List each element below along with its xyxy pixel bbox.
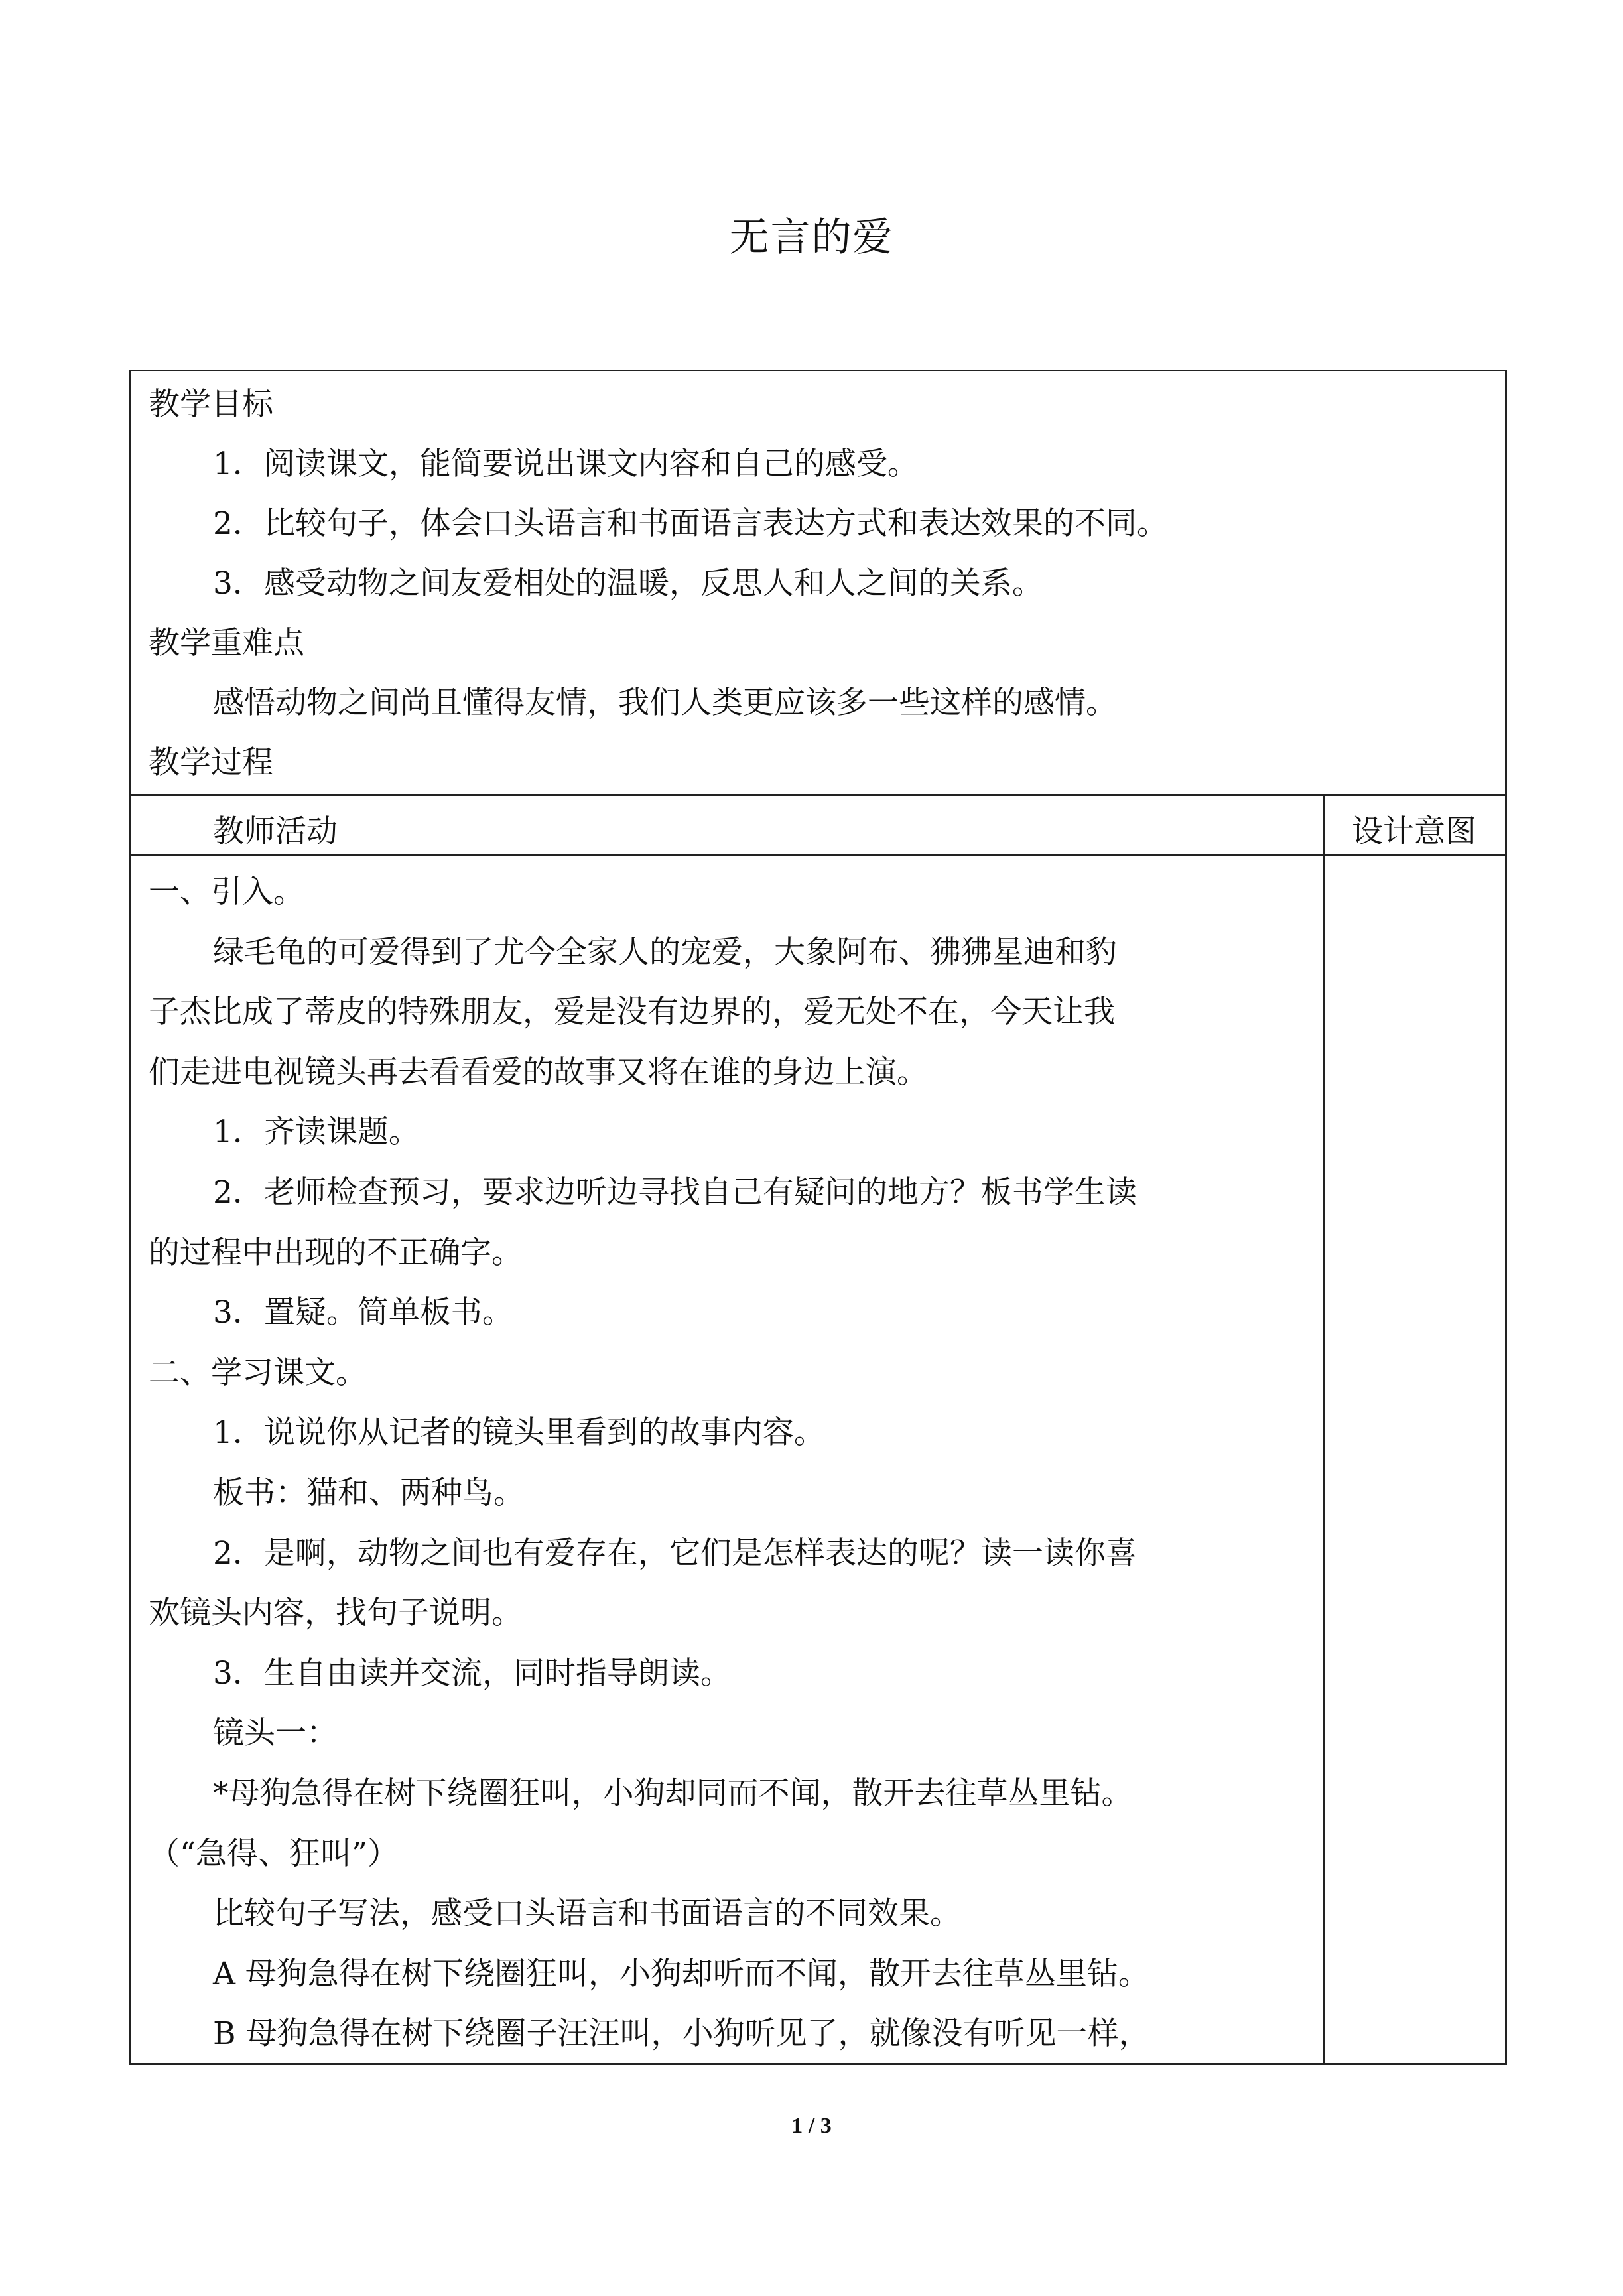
content-line: 一、引入。 (149, 874, 304, 910)
content-line: 3．置疑。简单板书。 (213, 1294, 513, 1331)
content-line: *母狗急得在树下绕圈狂叫，小狗却同而不闻，散开去往草丛里钻。 (213, 1775, 1133, 1812)
objectives-cell (129, 370, 1507, 796)
objective-item: 2．比较句子，体会口头语言和书面语言表达方式和表达效果的不同。 (213, 506, 1168, 542)
column-divider (1323, 856, 1325, 2063)
page-number: 1 / 3 (791, 2114, 832, 2138)
objectives-heading: 教学目标 (149, 386, 273, 423)
document-title: 无言的爱 (729, 214, 894, 261)
difficulty-text: 感悟动物之间尚且懂得友情，我们人类更应该多一些这样的感情。 (213, 685, 1117, 721)
objective-item: 3．感受动物之间友爱相处的温暖，反思人和人之间的关系。 (213, 565, 1043, 602)
teacher-activity-header: 教师活动 (213, 813, 338, 850)
content-line: A 母狗急得在树下绕圈狂叫，小狗却听而不闻，散开去往草丛里钻。 (213, 1955, 1149, 1992)
content-line: 绿毛龟的可爱得到了尤今全家人的宠爱，大象阿布、狒狒星迪和豹 (213, 933, 1117, 971)
content-line: 3．生自由读并交流，同时指导朗读。 (213, 1654, 732, 1692)
content-line: 板书：猫和、两种鸟。 (213, 1475, 525, 1511)
content-line: 2．是啊，动物之间也有爱存在，它们是怎样表达的呢？读一读你喜 (213, 1534, 1137, 1572)
content-line: 们走进电视镜头再去看看爱的故事又将在谁的身边上演。 (149, 1053, 928, 1091)
content-line: 1．说说你从记者的镜头里看到的故事内容。 (213, 1414, 825, 1452)
table-header-row (129, 794, 1507, 856)
content-line: 的过程中出现的不正确字。 (149, 1234, 523, 1271)
content-line: （“急得、狂叫”） (149, 1835, 399, 1872)
content-line: 比较句子写法，感受口头语言和书面语言的不同效果。 (213, 1895, 961, 1932)
content-line: 二、学习课文。 (149, 1354, 367, 1391)
content-line: 镜头一： (213, 1715, 338, 1752)
content-line: B 母狗急得在树下绕圈子汪汪叫，小狗听见了，就像没有听见一样， (213, 2015, 1150, 2053)
objective-item: 1．阅读课文，能简要说出课文内容和自己的感受。 (213, 446, 919, 482)
content-line: 1．齐读课题。 (213, 1114, 420, 1151)
design-intent-header: 设计意图 (1352, 813, 1476, 850)
table-body-row (129, 854, 1507, 2065)
content-line: 欢镜头内容，找句子说明。 (149, 1595, 523, 1632)
difficulty-heading: 教学重难点 (149, 625, 304, 661)
content-line: 2．老师检查预习，要求边听边寻找自己有疑问的地方？板书学生读 (213, 1174, 1137, 1211)
content-line: 子杰比成了蒂皮的特殊朋友，爱是没有边界的，爱无处不在，今天让我 (149, 994, 1115, 1031)
process-heading: 教学过程 (149, 744, 273, 781)
